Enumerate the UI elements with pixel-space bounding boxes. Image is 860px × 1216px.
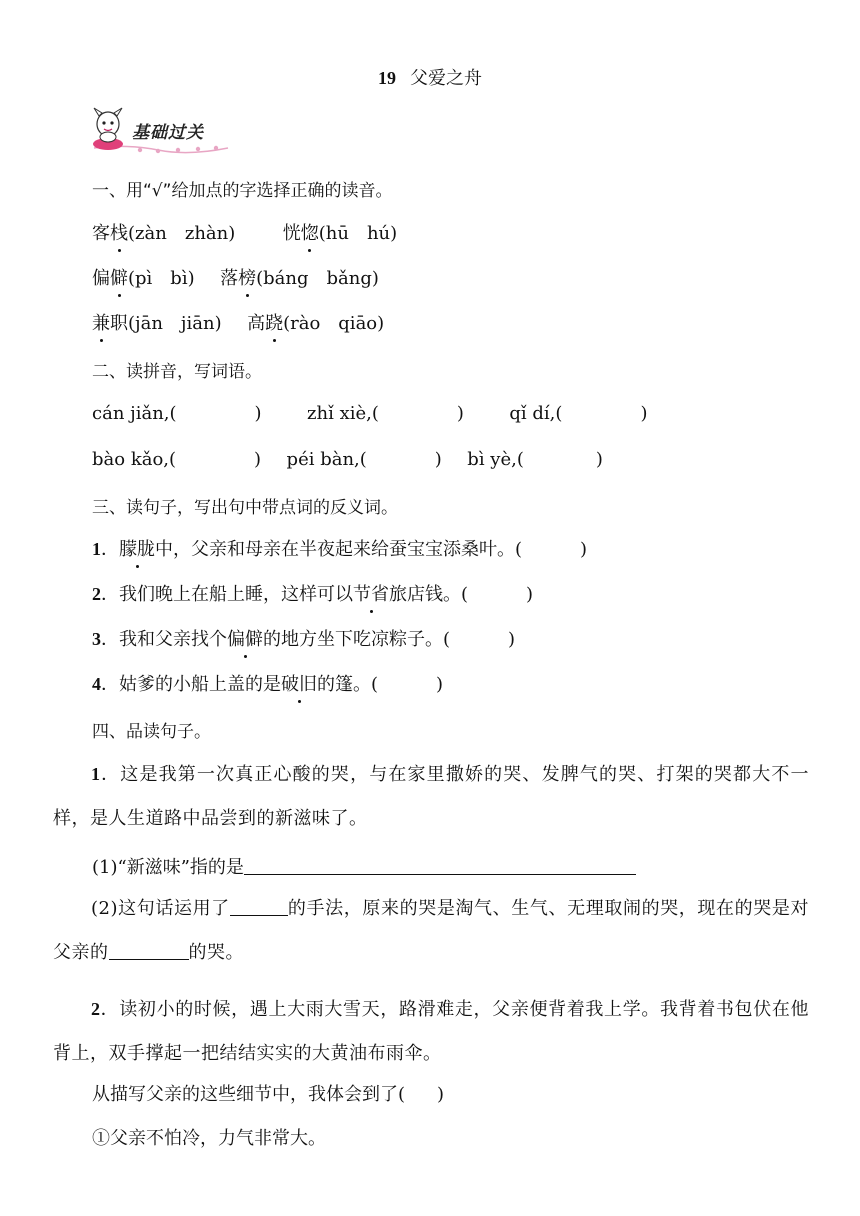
q4-passage-1 [53,752,809,841]
q3-text: ．我们晚上在船上睡，这样可以 [101,584,353,605]
q2-paren-close: ) [434,449,442,470]
q3-item-number: 1 [92,539,101,559]
q3-text: ．我和父亲找个 [101,629,227,650]
q1-dotted-char: 兼 [92,309,110,335]
q2-row-2 [92,449,603,470]
q4-subquestion-1 [92,853,636,879]
q3-dotted-word: 破旧 [281,670,317,696]
q4-passage-number: 2 [91,999,101,1019]
q4-question [92,1080,444,1106]
q3-item-number: 3 [92,629,101,649]
q4-passage-text: ．这是我第一次真正心酸的哭，与在家里撒娇的哭、发脾气的哭、打架的哭都大不一样，是人生道路中品尝到的新滋味了。 [53,764,809,829]
q3-paren-close: ) [508,629,516,650]
q4-answer-line[interactable] [230,897,288,916]
q4-heading: 四、品读句子。 [92,722,211,742]
q1-pinyin-options: (hū hú) [318,223,398,244]
q4-subquestion-text: (2)这句话运用了 [91,898,230,919]
q1-word-prefix: 高 [247,313,266,334]
q3-dotted-word: 朦胧 [119,535,155,561]
q3-paren-close: ) [436,674,444,695]
q1-dotted-char: 榜 [238,264,256,290]
q2-row-1 [92,403,647,424]
q1-dotted-char: 跷 [265,309,283,335]
lesson-title: 父爱之舟 [410,68,482,89]
q4-subquestion-text: 的手法，原来的哭是淘气、生气、无理取闹的哭，现在的哭是对父亲的 [53,898,809,963]
q4-passage-text: ．读初小的时候，遇上大雨大雪天，路滑难走，父亲便背着我上学。我背着书包伏在他背上，双手撑起一把结结实实的大黄油布雨伞。 [53,999,809,1064]
q3-text: 中，父亲和母亲在半夜起来给蚕宝宝添桑叶。( [155,539,523,560]
lesson-number: 19 [378,68,396,88]
q3-dotted-word: 节省 [353,580,389,606]
q1-row-3 [92,309,384,335]
page-title [0,64,860,90]
q1-heading: 一、用“√”给加点的字选择正确的读音。 [92,181,393,201]
q4-option-1: ①父亲不怕冷，力气非常大。 [92,1128,326,1149]
q4-subquestion-label: (1)“新滋味”指的是 [92,857,244,878]
q2-paren-close: ) [254,403,262,424]
q2-paren-close: ) [254,449,262,470]
q3-item-1 [92,535,587,561]
q4-passage-2 [53,987,809,1076]
q4-subquestion-2 [53,887,809,975]
q1-pinyin-options: (rào qiāo) [283,313,385,334]
q2-heading: 二、读拼音，写词语。 [92,362,262,382]
q1-word-prefix: 偏 [92,268,110,289]
q3-heading: 三、读句子，写出句中带点词的反义词。 [92,498,398,518]
q1-pinyin-options: (jān jiān) [128,313,222,334]
q1-word-prefix: 客 [92,223,110,244]
q1-pinyin-options: (zàn zhàn) [128,223,236,244]
q3-text: 旅店钱。( [389,584,469,605]
q1-dotted-char: 惚 [301,219,319,245]
q2-pinyin: cán jiǎn,( [92,403,177,424]
q2-paren-close: ) [640,403,648,424]
q1-pinyin-options: (pì bì) [128,268,195,289]
q4-question-text: 从描写父亲的这些细节中，我体会到了( [92,1084,406,1105]
q3-paren-close: ) [526,584,534,605]
q1-dotted-char: 僻 [110,264,128,290]
q1-word-prefix: 落 [220,268,239,289]
q3-paren-close: ) [580,539,588,560]
q4-paren-close: ) [437,1084,445,1105]
q3-item-number: 2 [92,584,101,604]
q3-item-2 [92,580,533,606]
q4-answer-line[interactable] [244,856,636,875]
q3-item-4 [92,670,443,696]
q3-text: 的地方坐下吃凉粽子。( [263,629,451,650]
q1-row-1 [92,219,397,245]
q2-paren-close: ) [456,403,464,424]
q2-pinyin: qǐ dí,( [509,403,563,424]
q1-pinyin-options: (báng bǎng) [256,268,379,289]
q2-pinyin: bào kǎo,( [92,449,177,470]
q3-item-3 [92,625,515,651]
q1-word-prefix: 恍 [282,223,301,244]
q4-subquestion-text: 的哭。 [188,942,244,963]
section-logo [88,104,238,160]
q1-dotted-char: 栈 [110,219,128,245]
q3-text: ． [101,539,119,560]
q2-pinyin: bì yè,( [467,449,524,470]
q4-passage-number: 1 [91,764,101,784]
q4-answer-line[interactable] [109,941,189,960]
q2-paren-close: ) [595,449,603,470]
q3-item-number: 4 [92,674,101,694]
section-logo-label: 基础过关 [132,123,204,143]
q2-pinyin: zhǐ xiè,( [307,403,379,424]
q1-row-2 [92,264,379,290]
q3-dotted-word: 偏僻 [227,625,263,651]
q2-pinyin: péi bàn,( [286,449,367,470]
q3-text: 的篷。( [317,674,379,695]
q3-text: ．姑爹的小船上盖的是 [101,674,281,695]
q1-word-suffix: 职 [110,313,128,334]
